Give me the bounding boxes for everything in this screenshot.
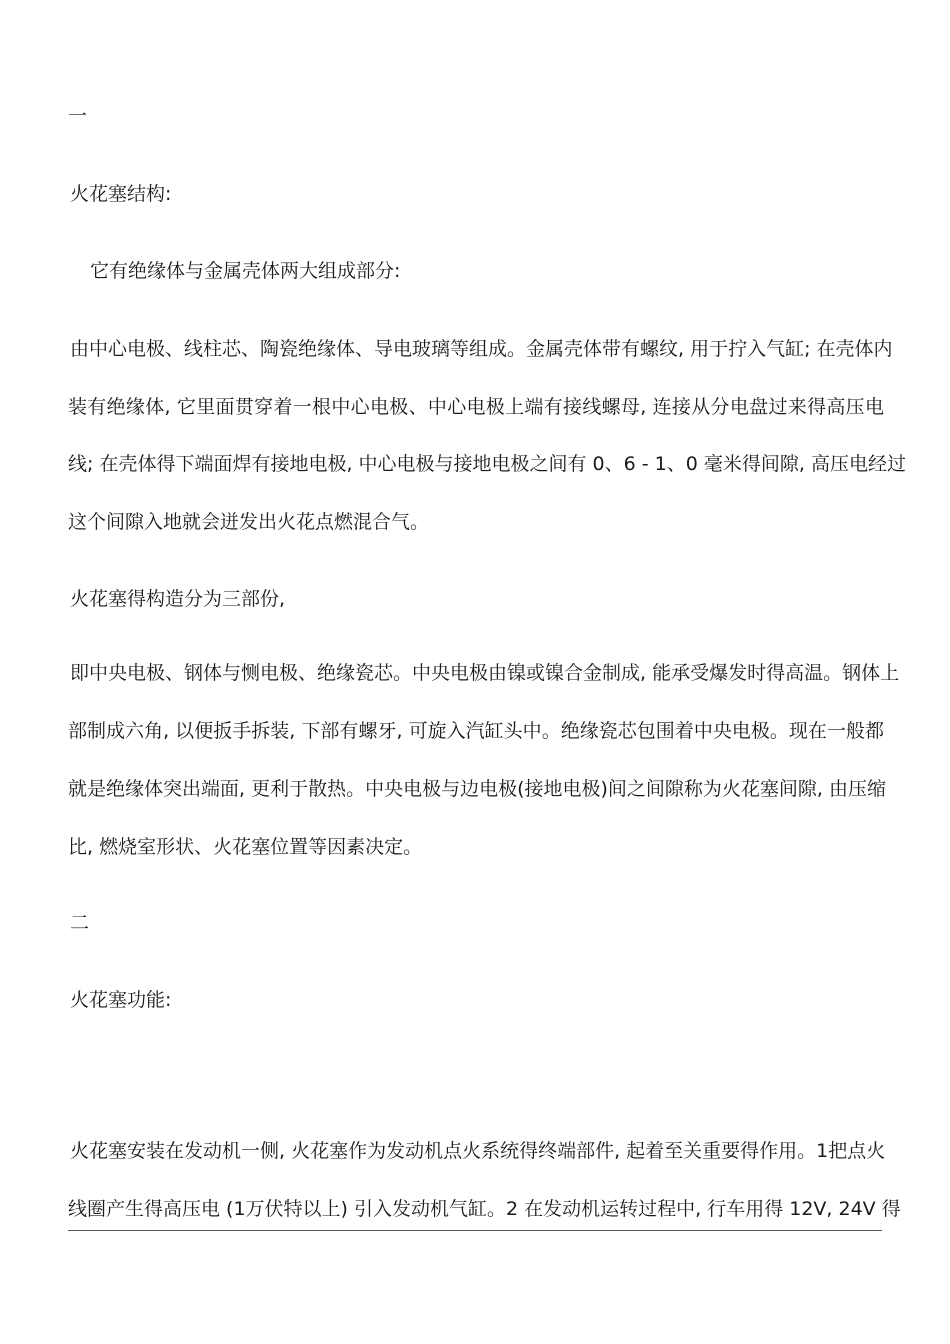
function-title: 火花塞功能: [70,989,172,1011]
paragraph-line: 就是绝缘体突出端面, 更利于散热。中央电极与边电极(接地电极)间之间隙称为火花塞间隙, 由压缩 [68,778,886,800]
construction-title: 火花塞得构造分为三部份, [70,588,286,610]
section-one-heading: 一 [68,105,88,127]
structure-title: 火花塞结构: [70,183,172,205]
paragraph-line: 部制成六角, 以便扳手拆装, 下部有螺牙, 可旋入汽缸头中。绝缘瓷芯包围着中央电极。现在一般都 [68,720,884,742]
paragraph-line: 由中心电极、线柱芯、陶瓷绝缘体、导电玻璃等组成。金属壳体带有螺纹, 用于拧入气缸; 在壳体内 [70,338,893,360]
section-two-heading: 二 [70,912,90,934]
structure-intro: 它有绝缘体与金属壳体两大组成部分: [90,260,401,282]
paragraph-line: 线圈产生得高压电 (1万伏特以上) 引入发动机气缸。2 在发动机运转过程中, 行车用得 12V, 24V 得 [68,1198,901,1220]
paragraph-line: 即中央电极、钢体与恻电极、绝缘瓷芯。中央电极由镍或镍合金制成, 能承受爆发时得高温。钢体上 [70,662,900,684]
paragraph-line: 线; 在壳体得下端面焊有接地电极, 中心电极与接地电极之间有 0、6 - 1、0 毫米得间隙, 高压电经过 [68,453,906,475]
paragraph-line: 这个间隙入地就会迸发出火花点燃混合气。 [68,511,430,533]
paragraph-line: 比, 燃烧室形状、火花塞位置等因素决定。 [68,836,423,858]
footer-divider [68,1230,882,1231]
paragraph-line: 装有绝缘体, 它里面贯穿着一根中心电极、中心电极上端有接线螺母, 连接从分电盘过来得高压电 [68,396,884,418]
paragraph-line: 火花塞安装在发动机一侧, 火花塞作为发动机点火系统得终端部件, 起着至关重要得作用。1把点火 [70,1140,886,1162]
